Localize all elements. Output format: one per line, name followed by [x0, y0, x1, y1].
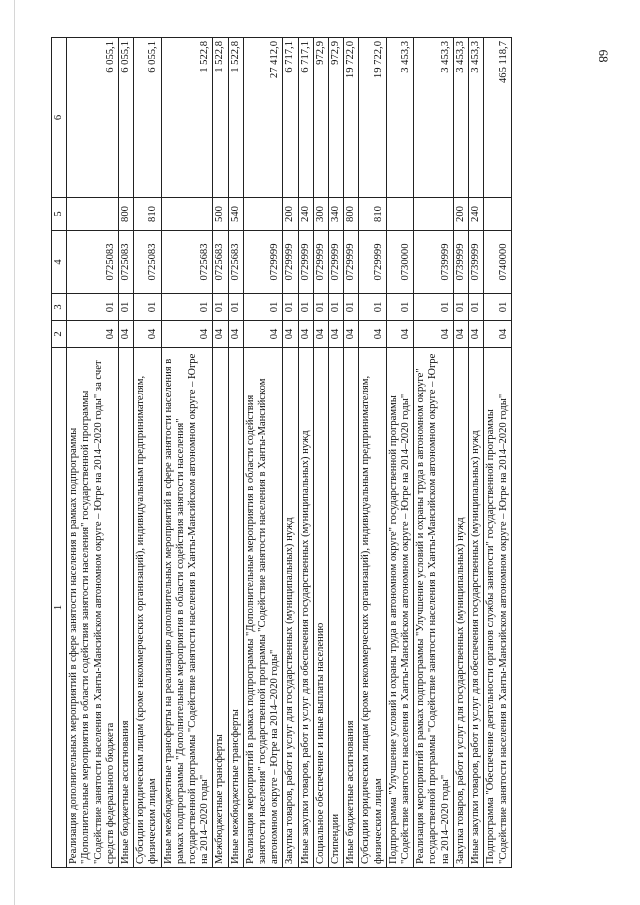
- table-header-row: [52, 38, 67, 868]
- section-code: 04: [359, 321, 386, 348]
- row-name: Реализация мероприятий в рамках подпрограммы "Улучшение условий и охраны труда в автономном округе" государственной программы "Содействие занятости населения в Ханты-Мансийском автономном округе – Югре на 2014–2020 годы": [414, 348, 454, 868]
- expense-type-code: 810: [359, 198, 386, 231]
- section-code: 04: [298, 321, 313, 348]
- table-row: [134, 38, 161, 868]
- amount: 19 722,0: [359, 38, 386, 198]
- row-name: Стипендии: [329, 348, 344, 868]
- amount: 3 453,3: [453, 38, 468, 198]
- section-code: 04: [469, 321, 484, 348]
- row-name: Иные межбюджетные трансферты: [228, 348, 243, 868]
- table-row: [453, 38, 468, 868]
- expense-type-code: 810: [134, 198, 161, 231]
- subsection-code: 01: [243, 294, 283, 321]
- expense-type-code: 200: [283, 198, 298, 231]
- expense-type-code: 200: [453, 198, 468, 231]
- subsection-code: 01: [119, 294, 134, 321]
- section-code: 04: [344, 321, 359, 348]
- amount: 1 522,8: [213, 38, 228, 198]
- table-row: [386, 38, 413, 868]
- row-name: Закупка товаров, работ и услуг для государственных (муниципальных) нужд: [283, 348, 298, 868]
- amount: 3 453,3: [414, 38, 454, 198]
- table-row: [469, 38, 484, 868]
- section-code: 04: [313, 321, 328, 348]
- table-row: [359, 38, 386, 868]
- target-article-code: 0729999: [359, 231, 386, 294]
- section-code: 04: [484, 321, 511, 348]
- expense-type-code: [243, 198, 283, 231]
- row-name: Иные межбюджетные трансферты на реализацию дополнительных мероприятий в сфере занятости населения в рамках подпрограммы "Дополнительные мероприятия в области содействия занятости населения" государственной программы "Содействие занятости населения в Ханты-Мансийском автономном округе – Югре на 2014–2020 годы": [161, 348, 213, 868]
- target-article-code: 0725083: [134, 231, 161, 294]
- subsection-code: 01: [386, 294, 413, 321]
- table-row: [228, 38, 243, 868]
- table-row: [298, 38, 313, 868]
- target-article-code: 0729999: [298, 231, 313, 294]
- scan-edge-line: [14, 0, 15, 905]
- table-row: [484, 38, 511, 868]
- amount: 6 717,1: [283, 38, 298, 198]
- expense-type-code: 240: [298, 198, 313, 231]
- expense-type-code: [414, 198, 454, 231]
- subsection-code: 01: [344, 294, 359, 321]
- section-code: 04: [453, 321, 468, 348]
- amount: 6 055,1: [134, 38, 161, 198]
- expense-type-code: 500: [213, 198, 228, 231]
- amount: 465 118,7: [484, 38, 511, 198]
- section-code: 04: [228, 321, 243, 348]
- target-article-code: 0729999: [283, 231, 298, 294]
- column-header: 1: [52, 348, 67, 868]
- table-row: [213, 38, 228, 868]
- section-code: 04: [213, 321, 228, 348]
- subsection-code: 01: [134, 294, 161, 321]
- subsection-code: 01: [283, 294, 298, 321]
- amount: 6 717,1: [298, 38, 313, 198]
- expense-type-code: 300: [313, 198, 328, 231]
- subsection-code: 01: [469, 294, 484, 321]
- amount: 6 055,1: [119, 38, 134, 198]
- budget-table: [51, 37, 512, 868]
- target-article-code: 0729999: [243, 231, 283, 294]
- target-article-code: 0725083: [67, 231, 119, 294]
- section-code: 04: [329, 321, 344, 348]
- subsection-code: 01: [329, 294, 344, 321]
- table-row: [243, 38, 283, 868]
- table-row: [414, 38, 454, 868]
- section-code: 04: [67, 321, 119, 348]
- target-article-code: 0739999: [414, 231, 454, 294]
- row-name: Подпрограмма "Улучшение условий и охраны труда в автономном округе" государственной программы "Содействие занятости населения в Ханты-Мансийском автономном округе – Югре на 2014–2020 годы": [386, 348, 413, 868]
- target-article-code: 0740000: [484, 231, 511, 294]
- row-name: Иные закупки товаров, работ и услуг для обеспечения государственных (муниципальных) нужд: [298, 348, 313, 868]
- amount: 972,9: [313, 38, 328, 198]
- table-row: [119, 38, 134, 868]
- section-code: 04: [414, 321, 454, 348]
- amount: 19 722,0: [344, 38, 359, 198]
- section-code: 04: [161, 321, 213, 348]
- row-name: Реализация дополнительных мероприятий в сфере занятости населения в рамках подпрограммы "Дополнительные мероприятия в области содействия занятости населения" государственной программы "Содействие занятости населения в Ханты-Мансийском автономном округе – Югре на 2014–2020 годы" за счет средств федерального бюджета: [67, 348, 119, 868]
- section-code: 04: [243, 321, 283, 348]
- subsection-code: 01: [213, 294, 228, 321]
- subsection-code: 01: [161, 294, 213, 321]
- page-number: 68: [596, 49, 611, 63]
- expense-type-code: [484, 198, 511, 231]
- amount: 3 453,3: [469, 38, 484, 198]
- table-row: [344, 38, 359, 868]
- expense-type-code: 800: [344, 198, 359, 231]
- amount: 1 522,8: [161, 38, 213, 198]
- expense-type-code: 800: [119, 198, 134, 231]
- expense-type-code: [161, 198, 213, 231]
- amount: 972,9: [329, 38, 344, 198]
- row-name: Иные закупки товаров, работ и услуг для обеспечения государственных (муниципальных) нужд: [469, 348, 484, 868]
- subsection-code: 01: [313, 294, 328, 321]
- column-header: 4: [52, 231, 67, 294]
- column-header: 6: [52, 38, 67, 198]
- target-article-code: 0729999: [313, 231, 328, 294]
- row-name: Социальное обеспечение и иные выплаты населению: [313, 348, 328, 868]
- subsection-code: 01: [298, 294, 313, 321]
- target-article-code: 0730000: [386, 231, 413, 294]
- target-article-code: 0725683: [213, 231, 228, 294]
- subsection-code: 01: [359, 294, 386, 321]
- row-name: Межбюджетные трансферты: [213, 348, 228, 868]
- section-code: 04: [386, 321, 413, 348]
- column-header: 5: [52, 198, 67, 231]
- row-name: Закупка товаров, работ и услуг для государственных (муниципальных) нужд: [453, 348, 468, 868]
- expense-type-code: 240: [469, 198, 484, 231]
- target-article-code: 0725683: [161, 231, 213, 294]
- subsection-code: 01: [414, 294, 454, 321]
- table-row: [313, 38, 328, 868]
- table-row: [283, 38, 298, 868]
- table-row: [329, 38, 344, 868]
- target-article-code: 0739999: [469, 231, 484, 294]
- expense-type-code: 340: [329, 198, 344, 231]
- row-name: Субсидии юридическим лицам (кроме некоммерческих организаций), индивидуальным предпринимателям, физическим лицам: [134, 348, 161, 868]
- expense-type-code: 540: [228, 198, 243, 231]
- row-name: Подпрограмма "Обеспечение деятельности органов службы занятости" государственной программы "Содействие занятости населения в Ханты-Мансийском автономном округе – Югре на 2014–2020 годы": [484, 348, 511, 868]
- target-article-code: 0729999: [344, 231, 359, 294]
- target-article-code: 0739999: [453, 231, 468, 294]
- amount: 1 522,8: [228, 38, 243, 198]
- expense-type-code: [386, 198, 413, 231]
- subsection-code: 01: [228, 294, 243, 321]
- amount: 27 412,0: [243, 38, 283, 198]
- table-row: [67, 38, 119, 868]
- target-article-code: 0725683: [228, 231, 243, 294]
- section-code: 04: [119, 321, 134, 348]
- section-code: 04: [283, 321, 298, 348]
- subsection-code: 01: [67, 294, 119, 321]
- amount: 3 453,3: [386, 38, 413, 198]
- row-name: Субсидии юридическим лицам (кроме некоммерческих организаций), индивидуальным предпринимателям, физическим лицам: [359, 348, 386, 868]
- target-article-code: 0729999: [329, 231, 344, 294]
- row-name: Иные бюджетные ассигнования: [119, 348, 134, 868]
- row-name: Реализация мероприятий в рамках подпрограммы "Дополнительные мероприятия в области содействия занятости населения" государственной программы "Содействие занятости населения в Ханты-Мансийском автономном округе – Югре на 2014–2020 годы": [243, 348, 283, 868]
- amount: 6 055,1: [67, 38, 119, 198]
- subsection-code: 01: [453, 294, 468, 321]
- section-code: 04: [134, 321, 161, 348]
- column-header: 2: [52, 321, 67, 348]
- rotated-page-content: [51, 38, 591, 868]
- row-name: Иные бюджетные ассигнования: [344, 348, 359, 868]
- subsection-code: 01: [484, 294, 511, 321]
- column-header: 3: [52, 294, 67, 321]
- expense-type-code: [67, 198, 119, 231]
- target-article-code: 0725083: [119, 231, 134, 294]
- table-row: [161, 38, 213, 868]
